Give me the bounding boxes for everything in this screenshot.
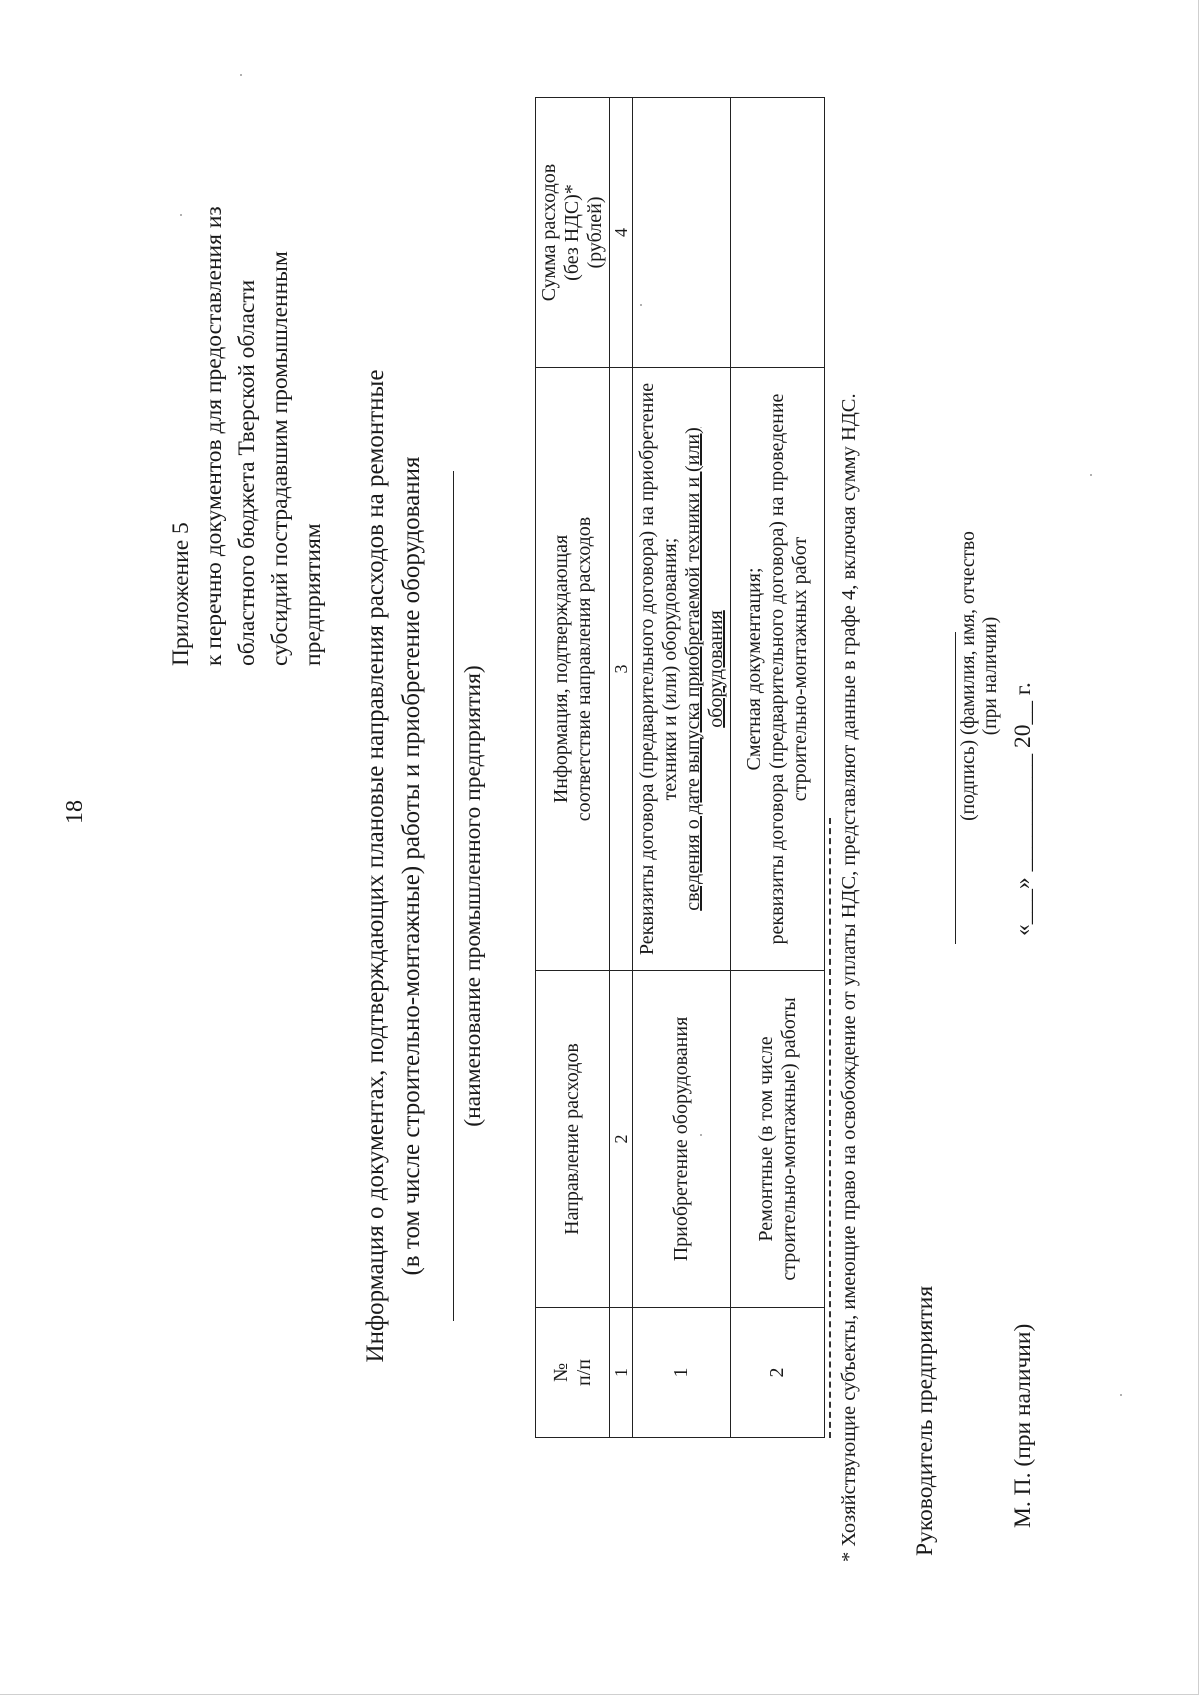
cell-text: строительно-монтажные) работы	[777, 997, 800, 1281]
header-text: соответствие направления расходов	[572, 516, 595, 822]
title-line-1: Информация о документах, подтверждающих плановые направления расходов на ремонтные	[362, 369, 389, 1363]
signature-caption-line: (подпись) (фамилия, имя, отчество	[958, 531, 979, 821]
title-line-2: (в том числе строительно-монтажные) работы и приобретение оборудования	[398, 456, 425, 1276]
appendix-line: предприятиям	[300, 523, 326, 666]
appendix-header	[165, 46, 330, 666]
document-title	[358, 266, 430, 1466]
date-line: «___» __________ 20__ г.	[1010, 682, 1036, 936]
cell-text: строительно-монтажных работ	[789, 536, 811, 802]
speck	[1120, 1394, 1122, 1396]
cell-text: Ремонтные (в том числе	[754, 1036, 777, 1242]
row-direction	[731, 971, 825, 1308]
header-number	[536, 1308, 610, 1438]
row-direction	[633, 971, 731, 1308]
column-number: 3	[610, 368, 633, 971]
column-number: 1	[610, 1308, 633, 1438]
page-number: 18	[62, 800, 88, 824]
signature-caption-line: (при наличии)	[980, 616, 1001, 736]
table-row	[731, 98, 825, 1438]
signature-line	[955, 632, 956, 944]
appendix-line: к перечню документов для предоставления из	[201, 206, 227, 666]
speck	[1090, 474, 1092, 476]
header-text: п/п	[572, 1359, 595, 1386]
cell-text: сведения о дате выпуска приобретаемой техники и (или) оборудования	[681, 427, 727, 911]
stamp-place-label: М. П. (при наличии)	[1010, 1323, 1036, 1528]
header-text: №	[549, 1362, 572, 1383]
row-info	[633, 368, 731, 971]
appendix-line: Приложение 5	[168, 522, 194, 666]
header-direction	[536, 971, 610, 1308]
speck	[700, 1134, 702, 1136]
column-number-row	[610, 98, 633, 1438]
column-number: 4	[610, 98, 633, 368]
header-text: Сумма расходов	[538, 163, 560, 302]
row-number: 2	[731, 1308, 825, 1438]
header-text: Направление расходов	[561, 1043, 583, 1235]
header-text: Информация, подтверждающая	[549, 534, 572, 804]
organization-name-line	[453, 471, 454, 1321]
cell-text: Сметная документация;	[743, 567, 765, 771]
header-text: (без НДС)*	[561, 184, 583, 281]
signature-caption	[958, 376, 1002, 976]
header-text: (рублей)	[584, 196, 606, 269]
cell-text: Приобретение оборудования	[670, 1016, 692, 1262]
table-header-row	[536, 98, 610, 1438]
footnote: * Хозяйствующие субъекты, имеющие право на освобождение от уплаты НДС, представляют данные в графе 4, включая сумму НДС.	[838, 393, 860, 1562]
appendix-line: субсидий пострадавшим промышленным	[267, 251, 293, 666]
speck	[640, 304, 642, 306]
table-row	[633, 98, 731, 1438]
cell-text: Реквизиты договора (предварительного договора) на приобретение	[635, 382, 658, 956]
row-number: 1	[633, 1308, 731, 1438]
expenses-table	[535, 97, 825, 1438]
appendix-line: областного бюджета Тверской области	[234, 279, 260, 666]
speck	[240, 74, 242, 76]
cell-text: техники и (или) оборудования;	[658, 537, 681, 801]
speck	[180, 214, 182, 216]
row-amount[interactable]	[633, 98, 731, 368]
row-info	[731, 368, 825, 971]
row-amount[interactable]	[731, 98, 825, 368]
column-number: 2	[610, 971, 633, 1308]
organization-caption: (наименование промышленного предприятия)	[460, 665, 486, 1127]
header-info	[536, 368, 610, 971]
cell-text: реквизиты договора (предварительного договора) на проведение	[766, 393, 788, 945]
head-of-enterprise-label: Руководитель предприятия	[912, 1285, 938, 1556]
header-amount	[536, 98, 610, 368]
footnote-separator	[829, 818, 831, 1438]
